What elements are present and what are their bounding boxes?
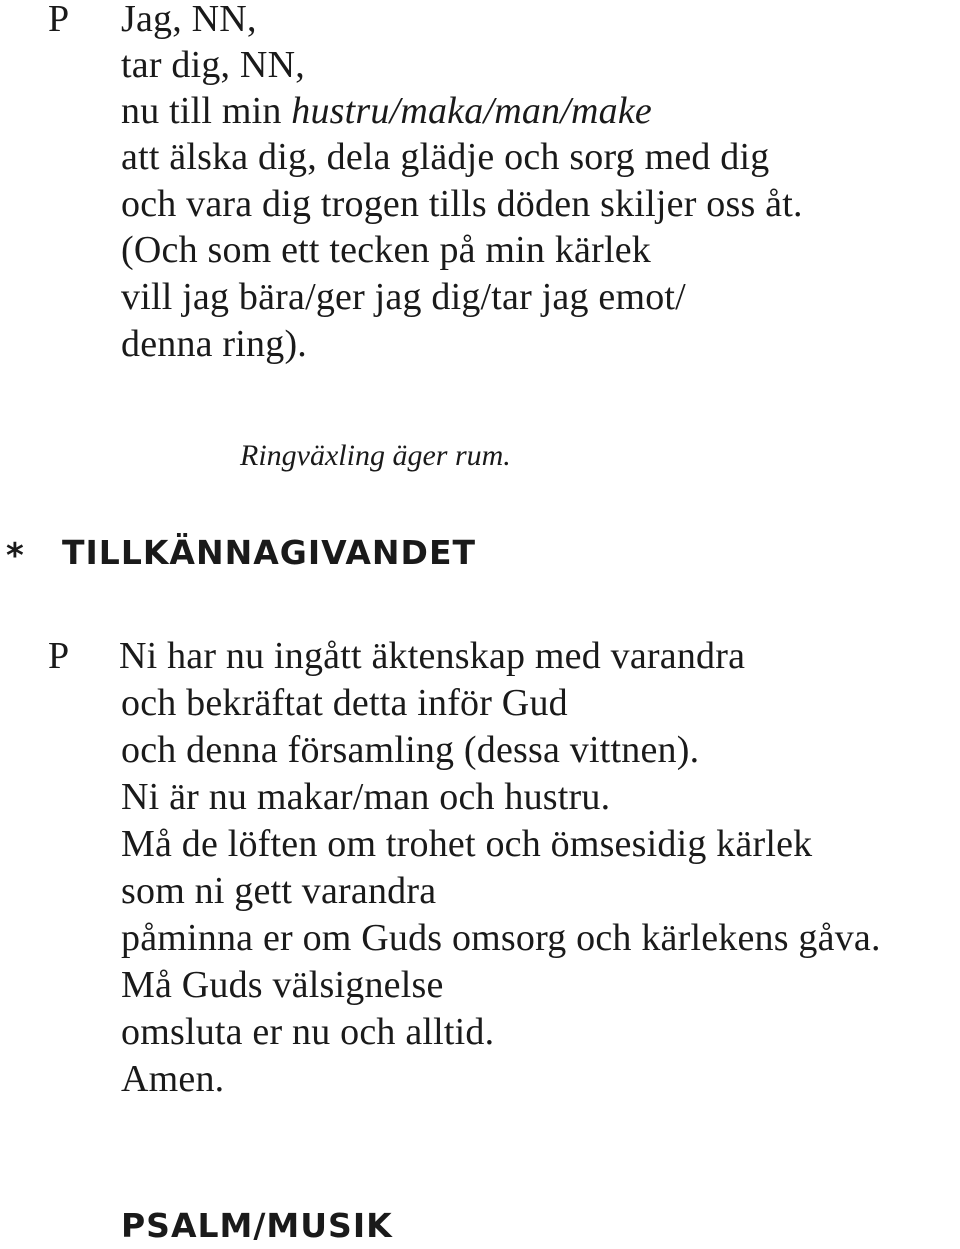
announcement-line: Må Guds välsignelse <box>121 964 444 1006</box>
announcement-line-amen: Amen. <box>121 1058 225 1100</box>
announcement-line: som ni gett varandra <box>121 870 437 912</box>
announcement-line: och bekräftat detta inför Gud <box>121 682 568 724</box>
vows-line-3-options: hustru/maka/man/make <box>291 90 652 132</box>
vows-line-8: denna ring). <box>121 323 307 365</box>
announcement-line: Ni har nu ingått äktenskap med varandra <box>119 635 746 677</box>
vows-line-2: tar dig, NN, <box>121 44 305 86</box>
asterisk-marker: * <box>6 536 24 576</box>
announcement-line: Må de löften om trohet och ömsesidig kärlek <box>121 823 813 865</box>
announcement-line: Ni är nu makar/man och hustru. <box>121 776 611 818</box>
announcement-line: omsluta er nu och alltid. <box>121 1011 495 1053</box>
announcement-speaker-label: P <box>48 635 70 677</box>
vows-line-3-text: nu till min <box>121 90 292 132</box>
vows-line-6: (Och som ett tecken på min kärlek <box>121 229 651 271</box>
rubric-ring-exchange: Ringväxling äger rum. <box>240 439 511 472</box>
announcement-line: och denna församling (dessa vittnen). <box>121 729 700 771</box>
vows-line-1: Jag, NN, <box>121 0 257 40</box>
section-heading-psalm-music: PSALM/MUSIK <box>121 1206 393 1245</box>
announcement-line: påminna er om Guds omsorg och kärlekens gåva. <box>121 917 881 959</box>
vows-line-5: och vara dig trogen tills döden skiljer oss åt. <box>121 183 803 225</box>
vows-line-7: vill jag bära/ger jag dig/tar jag emot/ <box>121 276 686 318</box>
vows-speaker-label: P <box>48 0 70 40</box>
section-heading-announcement: TILLKÄNNAGIVANDET <box>62 533 476 572</box>
vows-line-3 <box>121 88 652 134</box>
vows-line-4: att älska dig, dela glädje och sorg med dig <box>121 136 770 178</box>
